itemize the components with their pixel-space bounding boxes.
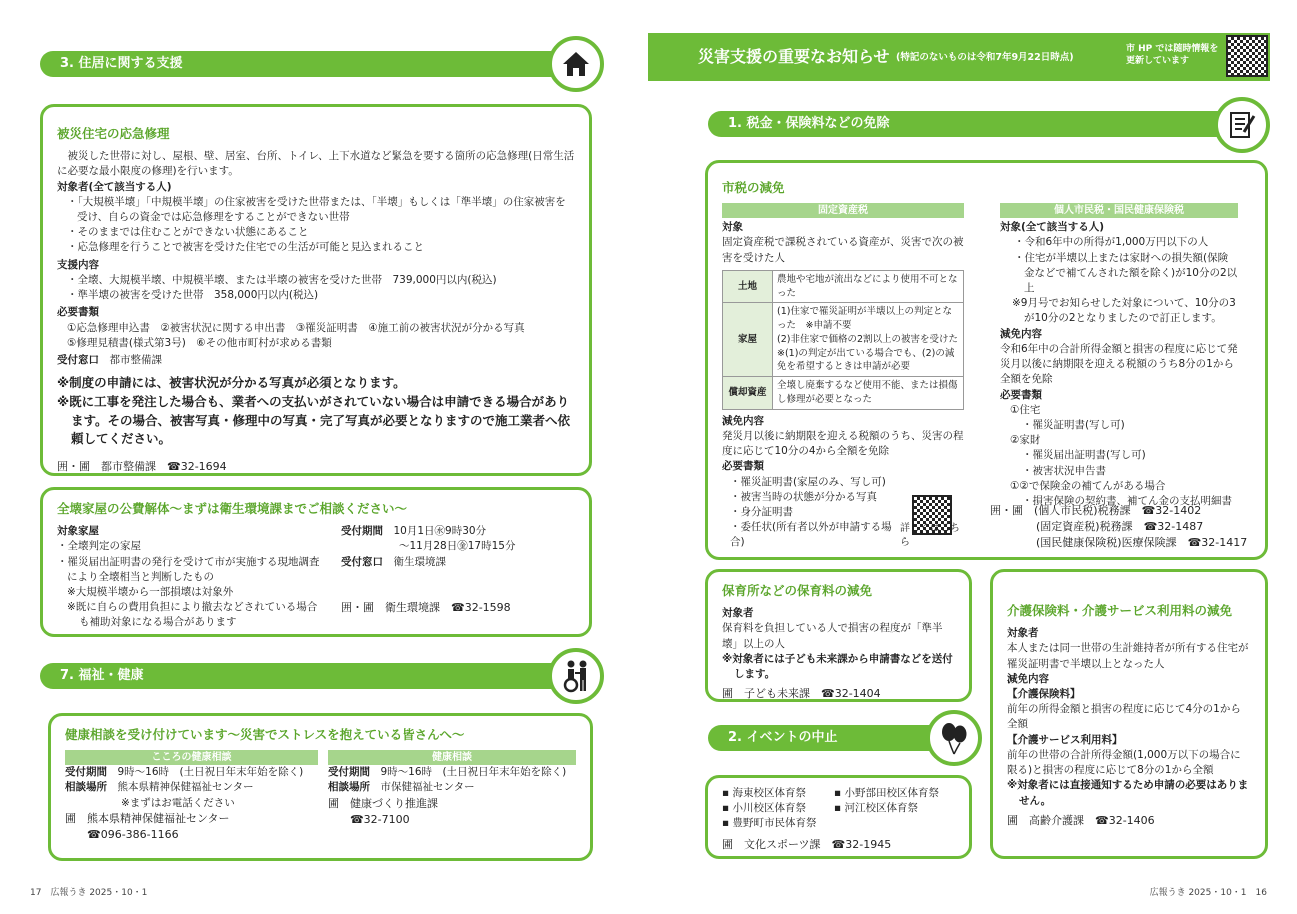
tax-contact-2: (固定資産税)税務課 ☎32-1487 — [1036, 519, 1204, 533]
care-box — [990, 569, 1268, 859]
house-icon — [548, 36, 604, 92]
event-item-3: ▪ 小川校区体育祭 — [722, 802, 806, 815]
repair-target-1: ・「大規模半壊」「中規模半壊」の住家被害を受けた世帯または、「半壊」もしくは「準半壊」の住家被害を受け、自らの資金では応急修理をすることができない世帯 — [67, 195, 566, 223]
event-item-1: ▪ 海東校区体育祭 — [722, 787, 806, 799]
resident-tax-content-label: 減免内容 — [1000, 327, 1042, 340]
health-col1-contact-1: 圃 熊本県精神保健福祉センター — [65, 811, 230, 825]
right-header-hp-note: 市 HP では随時情報を更新しています — [1126, 44, 1219, 67]
health-col1-place-note: ※まずはお電話ください — [121, 796, 235, 809]
resident-tax-target-1: ・令和6年中の所得が1,000万円以下の人 — [1014, 236, 1209, 249]
nursery-note: ※対象者には子ども未来課から申請書などを送付します。 — [722, 652, 953, 680]
tax-contact-1: 囲・圃 (個人市民税)税務課 ☎32-1402 — [990, 504, 1202, 517]
right-header-banner — [648, 33, 1270, 81]
demolition-contact: 囲・圃 衛生環境課 ☎32-1598 — [341, 600, 511, 614]
care-title: 介護保険料・介護サービス利用料の減免 — [1007, 603, 1233, 618]
health-col2-place-label: 相談場所 — [327, 781, 370, 794]
nursery-box — [705, 569, 972, 702]
care-ins-label: 【介護保険料】 — [1007, 688, 1081, 700]
health-col2-contact-2: ☎32-7100 — [349, 812, 410, 826]
care-content-label: 減免内容 — [1007, 672, 1049, 685]
health-col1-place: 熊本県精神保健福祉センター — [117, 781, 254, 794]
repair-target-3: ・応急修理を行うことで被害を受けた住宅での生活が可能と見込まれること — [67, 241, 424, 254]
tax-contact-3: (国民健康保険税)医療保険課 ☎32-1417 — [1036, 535, 1248, 549]
health-col1-place-label: 相談場所 — [65, 781, 107, 794]
demolition-period-label: 受付期間 — [341, 525, 383, 538]
left-page-number: 17 広報うき 2025・10・1 — [30, 887, 148, 898]
section-1-header — [708, 111, 1248, 137]
header-qr-code[interactable] — [1226, 35, 1268, 77]
resident-tax-doc-6: ①②で保険金の補てんがある場合 — [1010, 479, 1166, 492]
health-col2-period: 9時～16時 (土日祝日年末年始を除く) — [380, 766, 567, 779]
table-row — [723, 303, 964, 377]
demolition-window-label: 受付窓口 — [341, 555, 383, 568]
fixed-tax-doc-2: ・被害当時の状態が分かる写真 — [730, 490, 877, 503]
repair-target-2: ・そのままでは住むことができない状態にあること — [67, 226, 309, 239]
care-note: ※対象者には直接通知するため申請の必要はありません。 — [1007, 779, 1249, 807]
demolition-target-1: ・全壊判定の家屋 — [57, 540, 141, 553]
demolition-period-1: 10月1日㊌9時30分 — [393, 525, 487, 538]
table-cell: 農地や宅地が流出などにより使用不可となった — [773, 270, 964, 303]
section-1-title: 1. 税金・保険料などの免除 — [728, 116, 890, 131]
table-row — [723, 377, 964, 410]
fixed-tax-doc-3: ・身分証明書 — [730, 505, 793, 518]
balloons-icon — [926, 710, 982, 766]
health-title: 健康相談を受け付けています～災害でストレスを抱えている皆さんへ～ — [65, 727, 465, 742]
table-cell-header: 家屋 — [723, 303, 773, 377]
section-3-title: 3. 住居に関する支援 — [60, 56, 183, 71]
events-contact: 圃 文化スポーツ課 ☎32-1945 — [722, 837, 892, 851]
care-svc: 前年の世帯の合計所得金額(1,000万以下の場合に限る)と損害の程度に応じて8分の1から全額 — [1007, 748, 1241, 777]
nursery-contact: 圃 子ども未来課 ☎32-1404 — [722, 687, 881, 701]
health-col1-period-label: 受付期間 — [65, 766, 107, 779]
repair-docs-1: ①応急修理申込書 ②被害状況に関する申出書 ③罹災証明書 ④施工前の被害状況が分かる写真 — [67, 321, 525, 334]
section-7-title: 7. 福祉・健康 — [60, 668, 144, 683]
health-col2-period-label: 受付期間 — [327, 766, 370, 779]
section-7-header — [40, 663, 590, 689]
demolition-target-label: 対象家屋 — [57, 525, 99, 538]
resident-tax-content: 令和6年中の合計所得金額と損害の程度に応じて発災月以後に納期限を迎える税額のうち8分の1から全額を免除 — [1000, 342, 1238, 386]
event-item-2: ▪ 小野部田校区体育祭 — [834, 787, 939, 799]
document-pen-icon — [1214, 97, 1270, 153]
health-col1-header: こころの健康相談 — [65, 750, 318, 765]
health-col2-header: 健康相談 — [328, 750, 576, 765]
table-cell-header: 土地 — [723, 270, 773, 303]
demolition-target-4: ※既に自らの費用負担により撤去などされている場合も補助対象になる場合があります — [67, 601, 318, 629]
tax-title: 市税の減免 — [722, 180, 785, 195]
resident-tax-target-label: 対象(全て該当する人) — [1000, 221, 1105, 234]
events-box — [705, 775, 972, 859]
repair-docs-label: 必要書類 — [57, 306, 99, 319]
care-target-label: 対象者 — [1007, 627, 1039, 640]
right-header-title: 災害支援の重要なお知らせ — [698, 47, 890, 66]
repair-target-label: 対象者(全て該当する人) — [57, 180, 172, 193]
fixed-tax-doc-4: ・委任状(所有者以外が申請する場合) — [730, 521, 892, 549]
resident-tax-doc-3: ②家財 — [1010, 434, 1041, 447]
resident-tax-doc-2: ・罹災証明書(写し可) — [1022, 418, 1125, 431]
health-col1-contact-2: ☎096-386-1166 — [87, 827, 179, 841]
resident-tax-target-2: ・住宅が半壊以上または家財への損失額(保険金などで補てんされた額を除く)が10分の2以上 — [1014, 251, 1238, 294]
health-col2-contact-1: 圃 健康づくり推進課 — [327, 796, 438, 810]
fixed-tax-target: 固定資産税で課税されている資産が、災害で次の被害を受けた人 — [722, 236, 964, 264]
care-contact: 圃 高齢介護課 ☎32-1406 — [1007, 813, 1155, 827]
event-item-4: ▪ 河江校区体育祭 — [834, 802, 918, 815]
health-col1-period: 9時～16時 (土日祝日年末年始を除く) — [117, 766, 304, 779]
section-3-header — [40, 51, 590, 77]
section-2-header — [708, 725, 958, 751]
wheelchair-care-icon — [548, 648, 604, 704]
right-page-number: 広報うき 2025・10・1 16 — [1149, 887, 1267, 898]
demolition-box — [40, 487, 592, 637]
health-col2-place: 市保健福祉センター — [380, 781, 475, 794]
care-svc-label: 【介護サービス利用料】 — [1007, 733, 1123, 746]
repair-note-2: ※既に工事を発注した場合も、業者への支払いがされていない場合は申請できる場合があります。その場合、被害写真・修理中の写真・完了写真が必要となりますので施工業者へ依頼してください。 — [57, 393, 571, 447]
right-header-subtitle: (特記のないものは令和7年9月22日時点) — [896, 52, 1074, 63]
care-target: 本人または同一世帯の生計維持者が所有する住宅が罹災証明書で半壊以上となった人 — [1007, 642, 1249, 670]
resident-tax-docs-label: 必要書類 — [1000, 388, 1042, 401]
nursery-target-label: 対象者 — [722, 607, 754, 620]
fixed-tax-content: 発災月以後に納期限を迎える税額のうち、災害の程度に応じて10分の4から全額を免除 — [722, 429, 964, 458]
fixed-tax-content-label: 減免内容 — [722, 414, 764, 427]
table-cell: 全壊し廃棄するなど使用不能、または損傷し修理が必要となった — [773, 377, 964, 410]
resident-tax-doc-1: ①住宅 — [1010, 403, 1041, 416]
resident-tax-header: 個人市民税・国民健康保険税 — [1000, 203, 1238, 218]
demolition-target-3: ※大規模半壊から一部損壊は対象外 — [67, 586, 234, 598]
table-cell-header: 償却資産 — [723, 377, 773, 410]
care-ins: 前年の所得金額と損害の程度に応じて4分の1から全額 — [1007, 703, 1241, 731]
repair-support-label: 支援内容 — [57, 258, 99, 271]
health-box — [48, 713, 593, 861]
table-row — [723, 270, 964, 303]
fixed-tax-target-label: 対象 — [722, 221, 743, 234]
repair-window: 都市整備課 — [109, 353, 162, 366]
demolition-title: 全壊家屋の公費解体～まずは衛生環境課までご相談ください～ — [57, 501, 408, 516]
repair-note-1: ※制度の申請には、被害状況が分かる写真が必須となります。 — [57, 375, 406, 391]
repair-support-2: ・準半壊の被害を受けた世帯 358,000円以内(税込) — [67, 289, 319, 302]
repair-box — [40, 104, 592, 476]
repair-docs-2: ⑤修理見積書(様式第3号) ⑥その他市町村が求める書類 — [67, 336, 332, 349]
resident-tax-doc-4: ・罹災届出証明書(写し可) — [1022, 449, 1146, 462]
resident-tax-doc-7: ・損害保険の契約書、補てん金の支払明細書 — [1022, 495, 1232, 508]
tax-box — [705, 160, 1268, 560]
section-2-title: 2. イベントの中止 — [728, 730, 838, 745]
fixed-tax-qr-caption: 詳しくはこちら — [900, 522, 960, 549]
fixed-tax-doc-1: ・罹災証明書(家屋のみ、写し可) — [730, 475, 886, 488]
fixed-tax-table — [722, 270, 964, 410]
demolition-period-2: ～11月28日㊎17時15分 — [399, 540, 516, 553]
repair-title: 被災住宅の応急修理 — [57, 126, 170, 141]
fixed-tax-docs-label: 必要書類 — [722, 460, 764, 473]
resident-tax-doc-5: ・被害状況申告書 — [1022, 464, 1106, 477]
table-cell: (1)住家で罹災証明が半壊以上の判定となった ※申請不要 (2)非住家で価格の2割以上の被害を受けた ※(1)の判定が出ている場合でも、(2)の減免を希望するときは申請が必要 — [773, 303, 964, 377]
repair-window-label: 受付窓口 — [57, 353, 99, 366]
repair-intro: 被災した世帯に対し、屋根、壁、居室、台所、トイレ、上下水道など緊急を要する箇所の応急修理(日常生活に必要な最小限度の修理)を行います。 — [57, 150, 575, 178]
nursery-target: 保育料を負担している人で損害の程度が「準半壊」以上の人 — [722, 622, 943, 650]
repair-support-1: ・全壊、大規模半壊、中規模半壊、または半壊の被害を受けた世帯 739,000円以内(税込) — [67, 273, 497, 286]
demolition-target-2: ・罹災届出証明書の発行を受けて市が実施する現地調査により全壊相当と判断したもの — [57, 555, 320, 583]
repair-contact: 囲・圃 都市整備課 ☎32-1694 — [57, 460, 227, 474]
resident-tax-note: ※9月号でお知らせした対象について、10分の3が10分の2となりましたので訂正します。 — [1012, 297, 1236, 325]
event-item-5: ▪ 豊野町市民体育祭 — [722, 817, 817, 830]
demolition-window: 衛生環境課 — [393, 555, 446, 568]
fixed-tax-header: 固定資産税 — [722, 203, 964, 218]
nursery-title: 保育所などの保育料の減免 — [722, 583, 873, 598]
